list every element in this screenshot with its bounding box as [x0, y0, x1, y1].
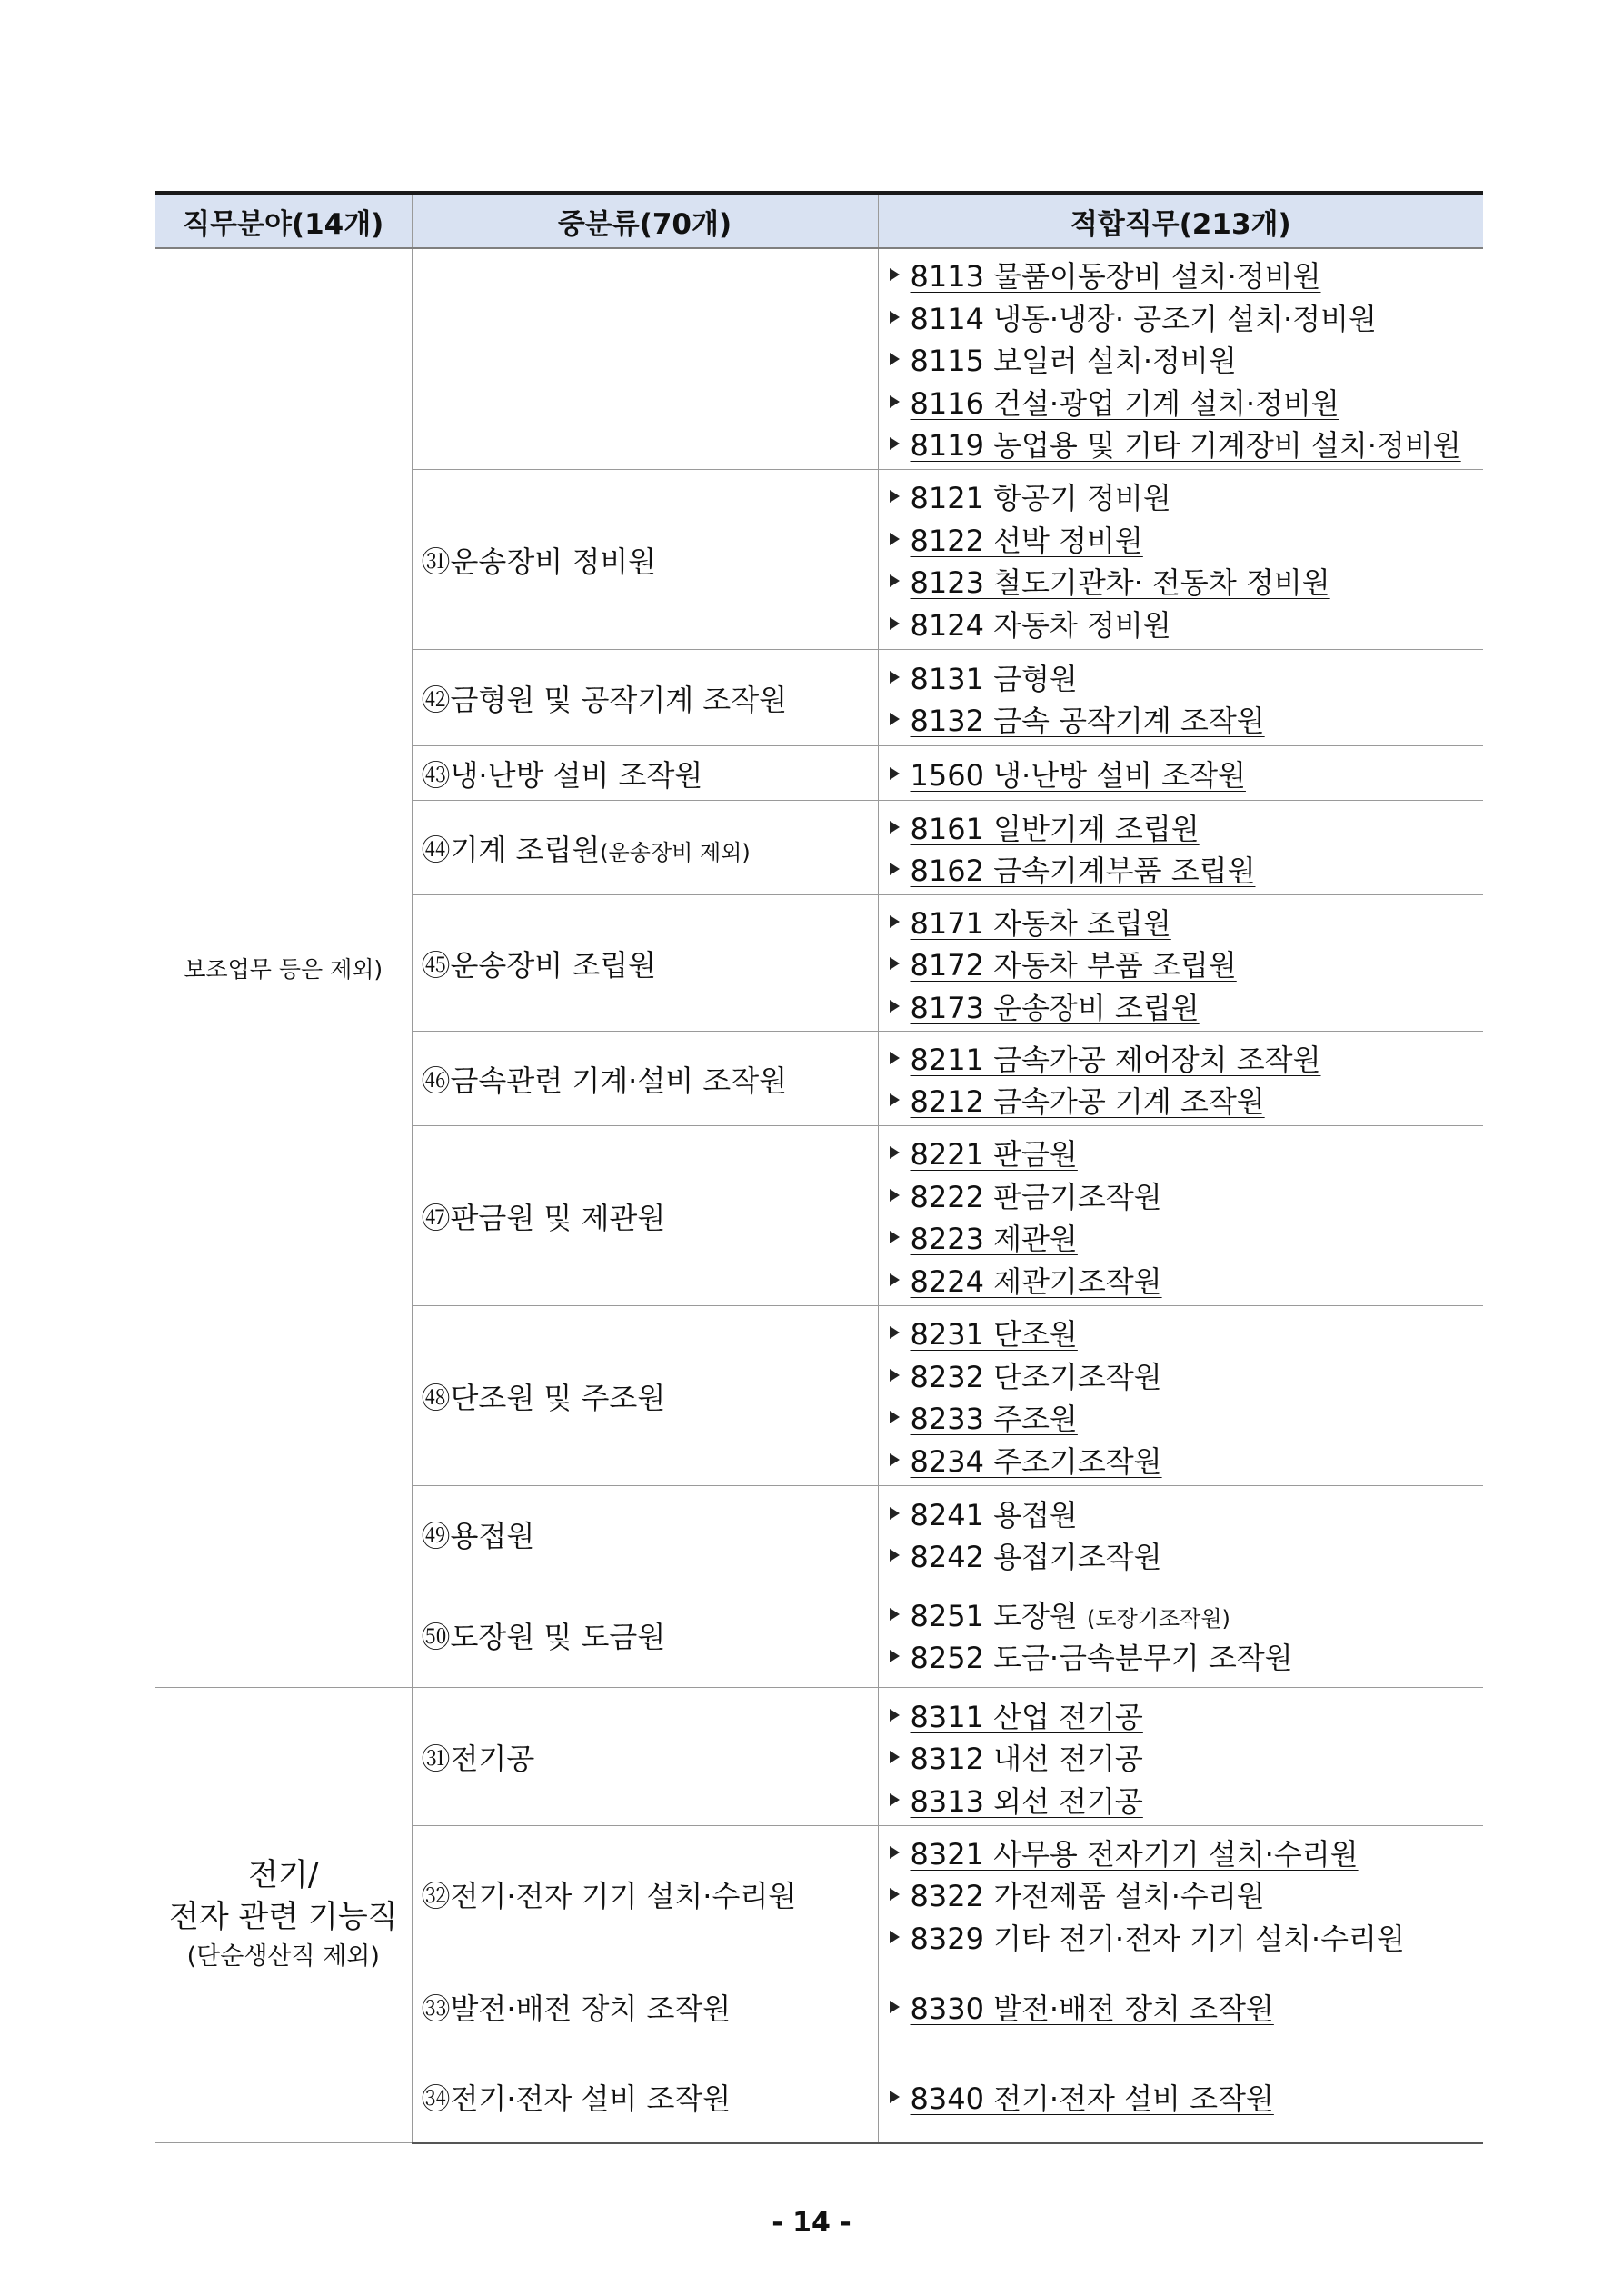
jobs-cell — [878, 1962, 1483, 2051]
bullet-triangle-icon — [890, 915, 900, 928]
bullet-triangle-icon — [890, 1453, 900, 1466]
jobs-cell — [878, 801, 1483, 895]
job-link[interactable]: 8171 자동차 조립원 — [910, 905, 1171, 941]
bullet-triangle-icon — [890, 2001, 900, 2013]
mid-category-cell: ㊿도장원 및 도금원 — [412, 1582, 878, 1688]
job-item — [890, 1439, 1484, 1482]
job-item — [890, 1593, 1484, 1636]
jobs-cell — [878, 650, 1483, 746]
job-text: 8124 자동차 정비원 — [910, 607, 1171, 643]
mid-category-label: ㊹기계 조립원 — [421, 832, 601, 867]
bullet-triangle-icon — [890, 821, 900, 834]
job-item — [890, 1778, 1484, 1821]
job-item — [890, 1079, 1484, 1122]
job-link[interactable]: 8116 건설·광업 기계 설치·정비원 — [910, 385, 1339, 421]
bullet-triangle-icon — [890, 617, 900, 630]
header-row — [155, 194, 1483, 248]
job-item — [890, 254, 1484, 296]
field-electric-line2: 전자 관련 기능직 — [168, 1899, 398, 1935]
job-item — [890, 1312, 1484, 1354]
job-link[interactable]: 8162 금속기계부품 조립원 — [910, 854, 1256, 889]
bullet-triangle-icon — [890, 2091, 900, 2103]
jobs-cell — [878, 470, 1483, 650]
job-link[interactable]: 8132 금속 공작기계 조작원 — [910, 704, 1265, 739]
job-link[interactable]: 8313 외선 전기공 — [910, 1783, 1143, 1819]
mid-category-cell — [412, 801, 878, 895]
bullet-triangle-icon — [890, 1093, 900, 1106]
bullet-triangle-icon — [890, 437, 900, 450]
mid-category-cell: ㊻금속관련 기계·설비 조작원 — [412, 1032, 878, 1126]
job-link[interactable]: 8121 항공기 정비원 — [910, 481, 1171, 516]
mid-category-note: (운송장비 제외) — [600, 839, 751, 865]
bullet-triangle-icon — [890, 713, 900, 725]
job-item — [890, 1534, 1484, 1577]
job-item — [890, 848, 1484, 891]
mid-category-cell: ㊽단조원 및 주조원 — [412, 1306, 878, 1486]
jobs-cell — [878, 895, 1483, 1032]
job-link[interactable]: 8172 자동차 부품 조립원 — [910, 948, 1237, 983]
bullet-triangle-icon — [890, 268, 900, 281]
job-item — [890, 423, 1484, 465]
field-cell-electric — [155, 1688, 412, 2143]
job-text: 8329 기타 전기·전자 기기 설치·수리원 — [910, 1921, 1405, 1956]
bullet-triangle-icon — [890, 1549, 900, 1562]
job-item — [890, 1693, 1484, 1736]
job-link[interactable]: 8123 철도기관차· 전동차 정비원 — [910, 565, 1330, 601]
header-suitable-jobs: 적합직무(213개) — [878, 194, 1483, 248]
mid-category-cell: ㉝발전·배전 장치 조작원 — [412, 1962, 878, 2051]
field-machinery-text: 보조업무 등은 제외) — [184, 955, 383, 983]
jobs-cell — [878, 1126, 1483, 1306]
job-link[interactable] — [911, 1593, 1230, 1635]
bullet-triangle-icon — [890, 1650, 900, 1662]
mid-category-cell: ㉞전기·전자 설비 조작원 — [412, 2051, 878, 2143]
job-table — [155, 191, 1483, 2144]
jobs-cell — [878, 1486, 1483, 1582]
jobs-cell — [878, 1032, 1483, 1126]
job-link[interactable]: 8223 제관원 — [910, 1222, 1078, 1257]
job-item — [890, 753, 1484, 795]
job-link[interactable]: 8113 물품이동장비 설치·정비원 — [910, 259, 1321, 294]
jobs-cell — [878, 1306, 1483, 1486]
jobs-cell — [878, 2051, 1483, 2143]
mid-category-cell: ㊷금형원 및 공작기계 조작원 — [412, 650, 878, 746]
mid-category-cell: ㉛운송장비 정비원 — [412, 470, 878, 650]
mid-category-cell: ㉜전기·전자 기기 설치·수리원 — [412, 1826, 878, 1962]
bullet-triangle-icon — [890, 311, 900, 324]
table-row — [155, 248, 1483, 470]
header-mid-category: 중분류(70개) — [412, 194, 878, 248]
bullet-triangle-icon — [890, 671, 900, 684]
job-item — [890, 296, 1484, 339]
job-item — [890, 900, 1484, 943]
bullet-triangle-icon — [890, 1793, 900, 1806]
job-item — [890, 518, 1484, 561]
mid-category-cell: ㊺운송장비 조립원 — [412, 895, 878, 1032]
job-item — [890, 381, 1484, 424]
job-link-note: (도장기조작원) — [1087, 1605, 1230, 1632]
job-item — [890, 806, 1484, 849]
job-item — [890, 1831, 1484, 1873]
job-text: 8312 내선 전기공 — [910, 1742, 1143, 1776]
mid-category-cell: ㊼판금원 및 제관원 — [412, 1126, 878, 1306]
bullet-triangle-icon — [890, 395, 900, 408]
mid-category-cell: ㉛전기공 — [412, 1688, 878, 1826]
job-item — [890, 1216, 1484, 1259]
job-text: 8252 도금·금속분무기 조작원 — [910, 1641, 1293, 1676]
job-link[interactable]: 8221 판금원 — [910, 1137, 1078, 1173]
bullet-triangle-icon — [890, 1608, 900, 1621]
job-link[interactable]: 8321 사무용 전자기기 설치·수리원 — [910, 1836, 1359, 1872]
job-link-text: 8251 도장원 — [910, 1598, 1088, 1633]
job-link[interactable]: 8232 단조기조작원 — [910, 1359, 1162, 1394]
bullet-triangle-icon — [890, 533, 900, 545]
job-link[interactable]: 1560 냉·난방 설비 조작원 — [910, 758, 1246, 793]
job-item — [890, 1259, 1484, 1302]
job-link[interactable]: 8340 전기·전자 설비 조작원 — [910, 2081, 1274, 2117]
job-item — [890, 656, 1484, 699]
job-item — [890, 603, 1484, 645]
job-link[interactable]: 8224 제관기조작원 — [910, 1263, 1162, 1299]
job-link[interactable]: 8211 금속가공 제어장치 조작원 — [910, 1042, 1321, 1077]
bullet-triangle-icon — [890, 1231, 900, 1243]
bullet-triangle-icon — [890, 1931, 900, 1943]
page-number: - 14 - — [772, 2207, 851, 2239]
job-item — [890, 943, 1484, 985]
job-text: 8115 보일러 설치·정비원 — [910, 344, 1237, 379]
job-link[interactable]: 8173 운송장비 조립원 — [910, 990, 1200, 1025]
header-field: 직무분야(14개) — [155, 194, 412, 248]
job-item — [890, 1396, 1484, 1439]
job-item — [890, 1635, 1484, 1678]
job-text: 8131 금형원 — [910, 661, 1078, 696]
job-item — [890, 1037, 1484, 1080]
job-item — [890, 1132, 1484, 1174]
bullet-triangle-icon — [890, 1146, 900, 1159]
jobs-cell — [878, 248, 1483, 470]
job-text: 8242 용접기조작원 — [910, 1540, 1162, 1575]
field-cell-machinery — [155, 248, 412, 1688]
bullet-triangle-icon — [890, 767, 900, 780]
bullet-triangle-icon — [890, 1751, 900, 1763]
job-item — [890, 698, 1484, 741]
job-text: 8241 용접원 — [910, 1497, 1078, 1532]
bullet-triangle-icon — [890, 863, 900, 875]
job-item — [890, 338, 1484, 381]
bullet-triangle-icon — [890, 1000, 900, 1013]
job-item — [890, 560, 1484, 603]
job-link[interactable]: 8161 일반기계 조립원 — [910, 811, 1200, 846]
job-item — [890, 1915, 1484, 1958]
job-item — [890, 1492, 1484, 1535]
job-text: 8114 냉동·냉장· 공조기 설치·정비원 — [910, 301, 1377, 336]
jobs-cell — [878, 746, 1483, 801]
bullet-triangle-icon — [890, 1326, 900, 1339]
jobs-cell — [878, 1688, 1483, 1826]
table-row — [155, 1688, 1483, 1826]
job-item — [890, 1174, 1484, 1217]
job-item — [890, 475, 1484, 518]
job-text: 8322 가전제품 설치·수리원 — [910, 1879, 1265, 1913]
bullet-triangle-icon — [890, 1273, 900, 1286]
bullet-triangle-icon — [890, 1052, 900, 1064]
job-item — [890, 1873, 1484, 1916]
bullet-triangle-icon — [890, 574, 900, 587]
field-electric-line3: (단순생산직 제외) — [186, 1942, 380, 1971]
job-link[interactable]: 8212 금속가공 기계 조작원 — [910, 1084, 1265, 1120]
jobs-cell — [878, 1582, 1483, 1688]
job-link[interactable]: 8222 판금기조작원 — [910, 1179, 1162, 1214]
job-link[interactable]: 8231 단조원 — [910, 1317, 1078, 1353]
field-electric-line1: 전기/ — [248, 1857, 319, 1893]
bullet-triangle-icon — [890, 1888, 900, 1901]
job-link[interactable]: 8122 선박 정비원 — [910, 523, 1143, 558]
bullet-triangle-icon — [890, 1189, 900, 1202]
bullet-triangle-icon — [890, 1846, 900, 1859]
job-link[interactable]: 8234 주조기조작원 — [910, 1443, 1162, 1479]
job-item — [890, 1354, 1484, 1397]
job-link[interactable]: 8233 주조원 — [910, 1402, 1078, 1437]
job-item — [890, 1736, 1484, 1779]
bullet-triangle-icon — [890, 1709, 900, 1722]
mid-category-cell: ㊸냉·난방 설비 조작원 — [412, 746, 878, 801]
job-link[interactable]: 8330 발전·배전 장치 조작원 — [910, 1992, 1274, 2026]
bullet-triangle-icon — [890, 957, 900, 970]
bullet-triangle-icon — [890, 490, 900, 503]
job-item — [890, 1986, 1484, 2029]
jobs-cell — [878, 1826, 1483, 1962]
mid-category-cell: ㊾용접원 — [412, 1486, 878, 1582]
job-link[interactable]: 8119 농업용 및 기타 기계장비 설치·정비원 — [910, 428, 1461, 464]
job-item — [890, 984, 1484, 1027]
job-item — [890, 2076, 1484, 2119]
job-link[interactable]: 8311 산업 전기공 — [910, 1699, 1143, 1734]
bullet-triangle-icon — [890, 353, 900, 365]
bullet-triangle-icon — [890, 1507, 900, 1520]
bullet-triangle-icon — [890, 1369, 900, 1382]
mid-category-cell — [412, 248, 878, 470]
bullet-triangle-icon — [890, 1411, 900, 1423]
